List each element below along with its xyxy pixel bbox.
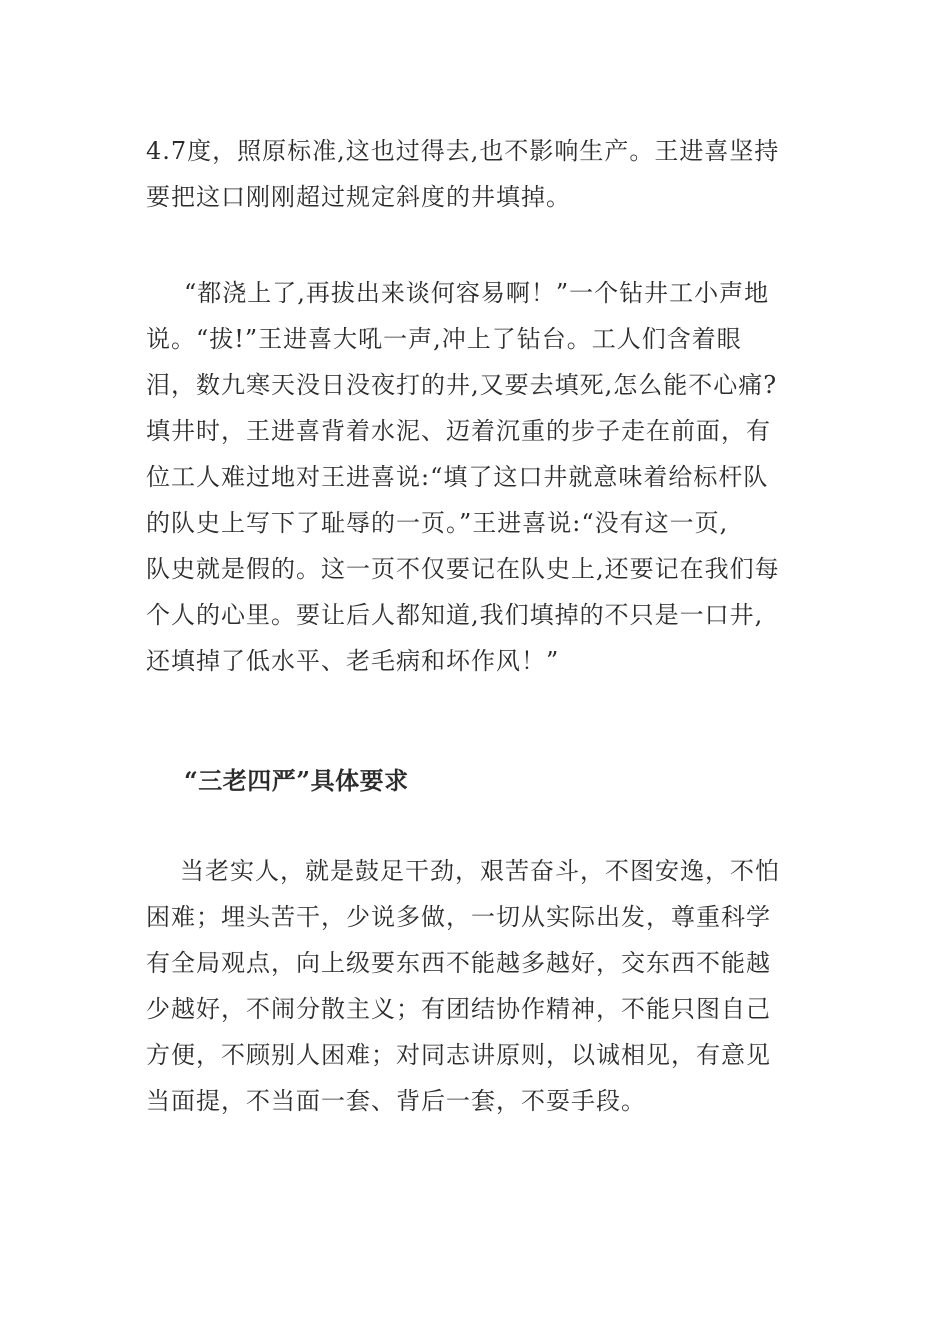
- paragraph-2-line: 队史就是假的。这一页不仅要记在队史上,还要记在我们每: [146, 555, 780, 583]
- paragraph-3-line: 当老实人，就是鼓足干劲，艰苦奋斗，不图安逸，不怕: [180, 857, 780, 885]
- paragraph-3-line: 少越好，不闹分散主义；有团结协作精神，不能只图自己: [146, 995, 771, 1023]
- paragraph-1: [146, 128, 808, 220]
- paragraph-1-line: 要把这口刚刚超过规定斜度的井填掉。: [146, 183, 571, 211]
- paragraph-2: [146, 270, 808, 684]
- paragraph-2-line: 泪，数九寒天没日没夜打的井,又要去填死,怎么能不心痛?: [146, 371, 778, 399]
- paragraph-2-line: 位工人难过地对王进喜说:“填了这口井就意味着给标杆队: [146, 463, 769, 491]
- paragraph-3-line: 方便，不顾别人困难；对同志讲原则，以诚相见，有意见: [146, 1041, 771, 1069]
- paragraph-3-line: 有全局观点，向上级要东西不能越多越好，交东西不能越: [146, 949, 771, 977]
- paragraph-3-line: 困难；埋头苦干，少说多做，一切从实际出发，尊重科学: [146, 903, 771, 931]
- paragraph-2-line: 个人的心里。要让后人都知道,我们填掉的不只是一口井,: [146, 601, 764, 629]
- paragraph-2-line: 说。“拔!”王进喜大吼一声,冲上了钻台。工人们含着眼: [146, 325, 742, 353]
- paragraph-2-line: 还填掉了低水平、老毛病和坏作风！”: [146, 647, 560, 675]
- paragraph-2-line: “都浇上了,再拔出来谈何容易啊！”一个钻井工小声地: [184, 279, 770, 307]
- paragraph-3-line: 当面提，不当面一套、背后一套，不耍手段。: [146, 1087, 646, 1115]
- section-heading-text: “三老四严”具体要求: [184, 766, 409, 795]
- section-heading: [146, 758, 808, 804]
- paragraph-2-line: 填井时，王进喜背着水泥、迈着沉重的步子走在前面，有: [146, 417, 771, 445]
- paragraph-2-line: 的队史上写下了耻辱的一页。”王进喜说:“没有这一页,: [146, 509, 729, 537]
- paragraph-3: [146, 848, 808, 1124]
- paragraph-1-line: 4.7度，照原标准,这也过得去,也不影响生产。王进喜坚持: [146, 137, 780, 165]
